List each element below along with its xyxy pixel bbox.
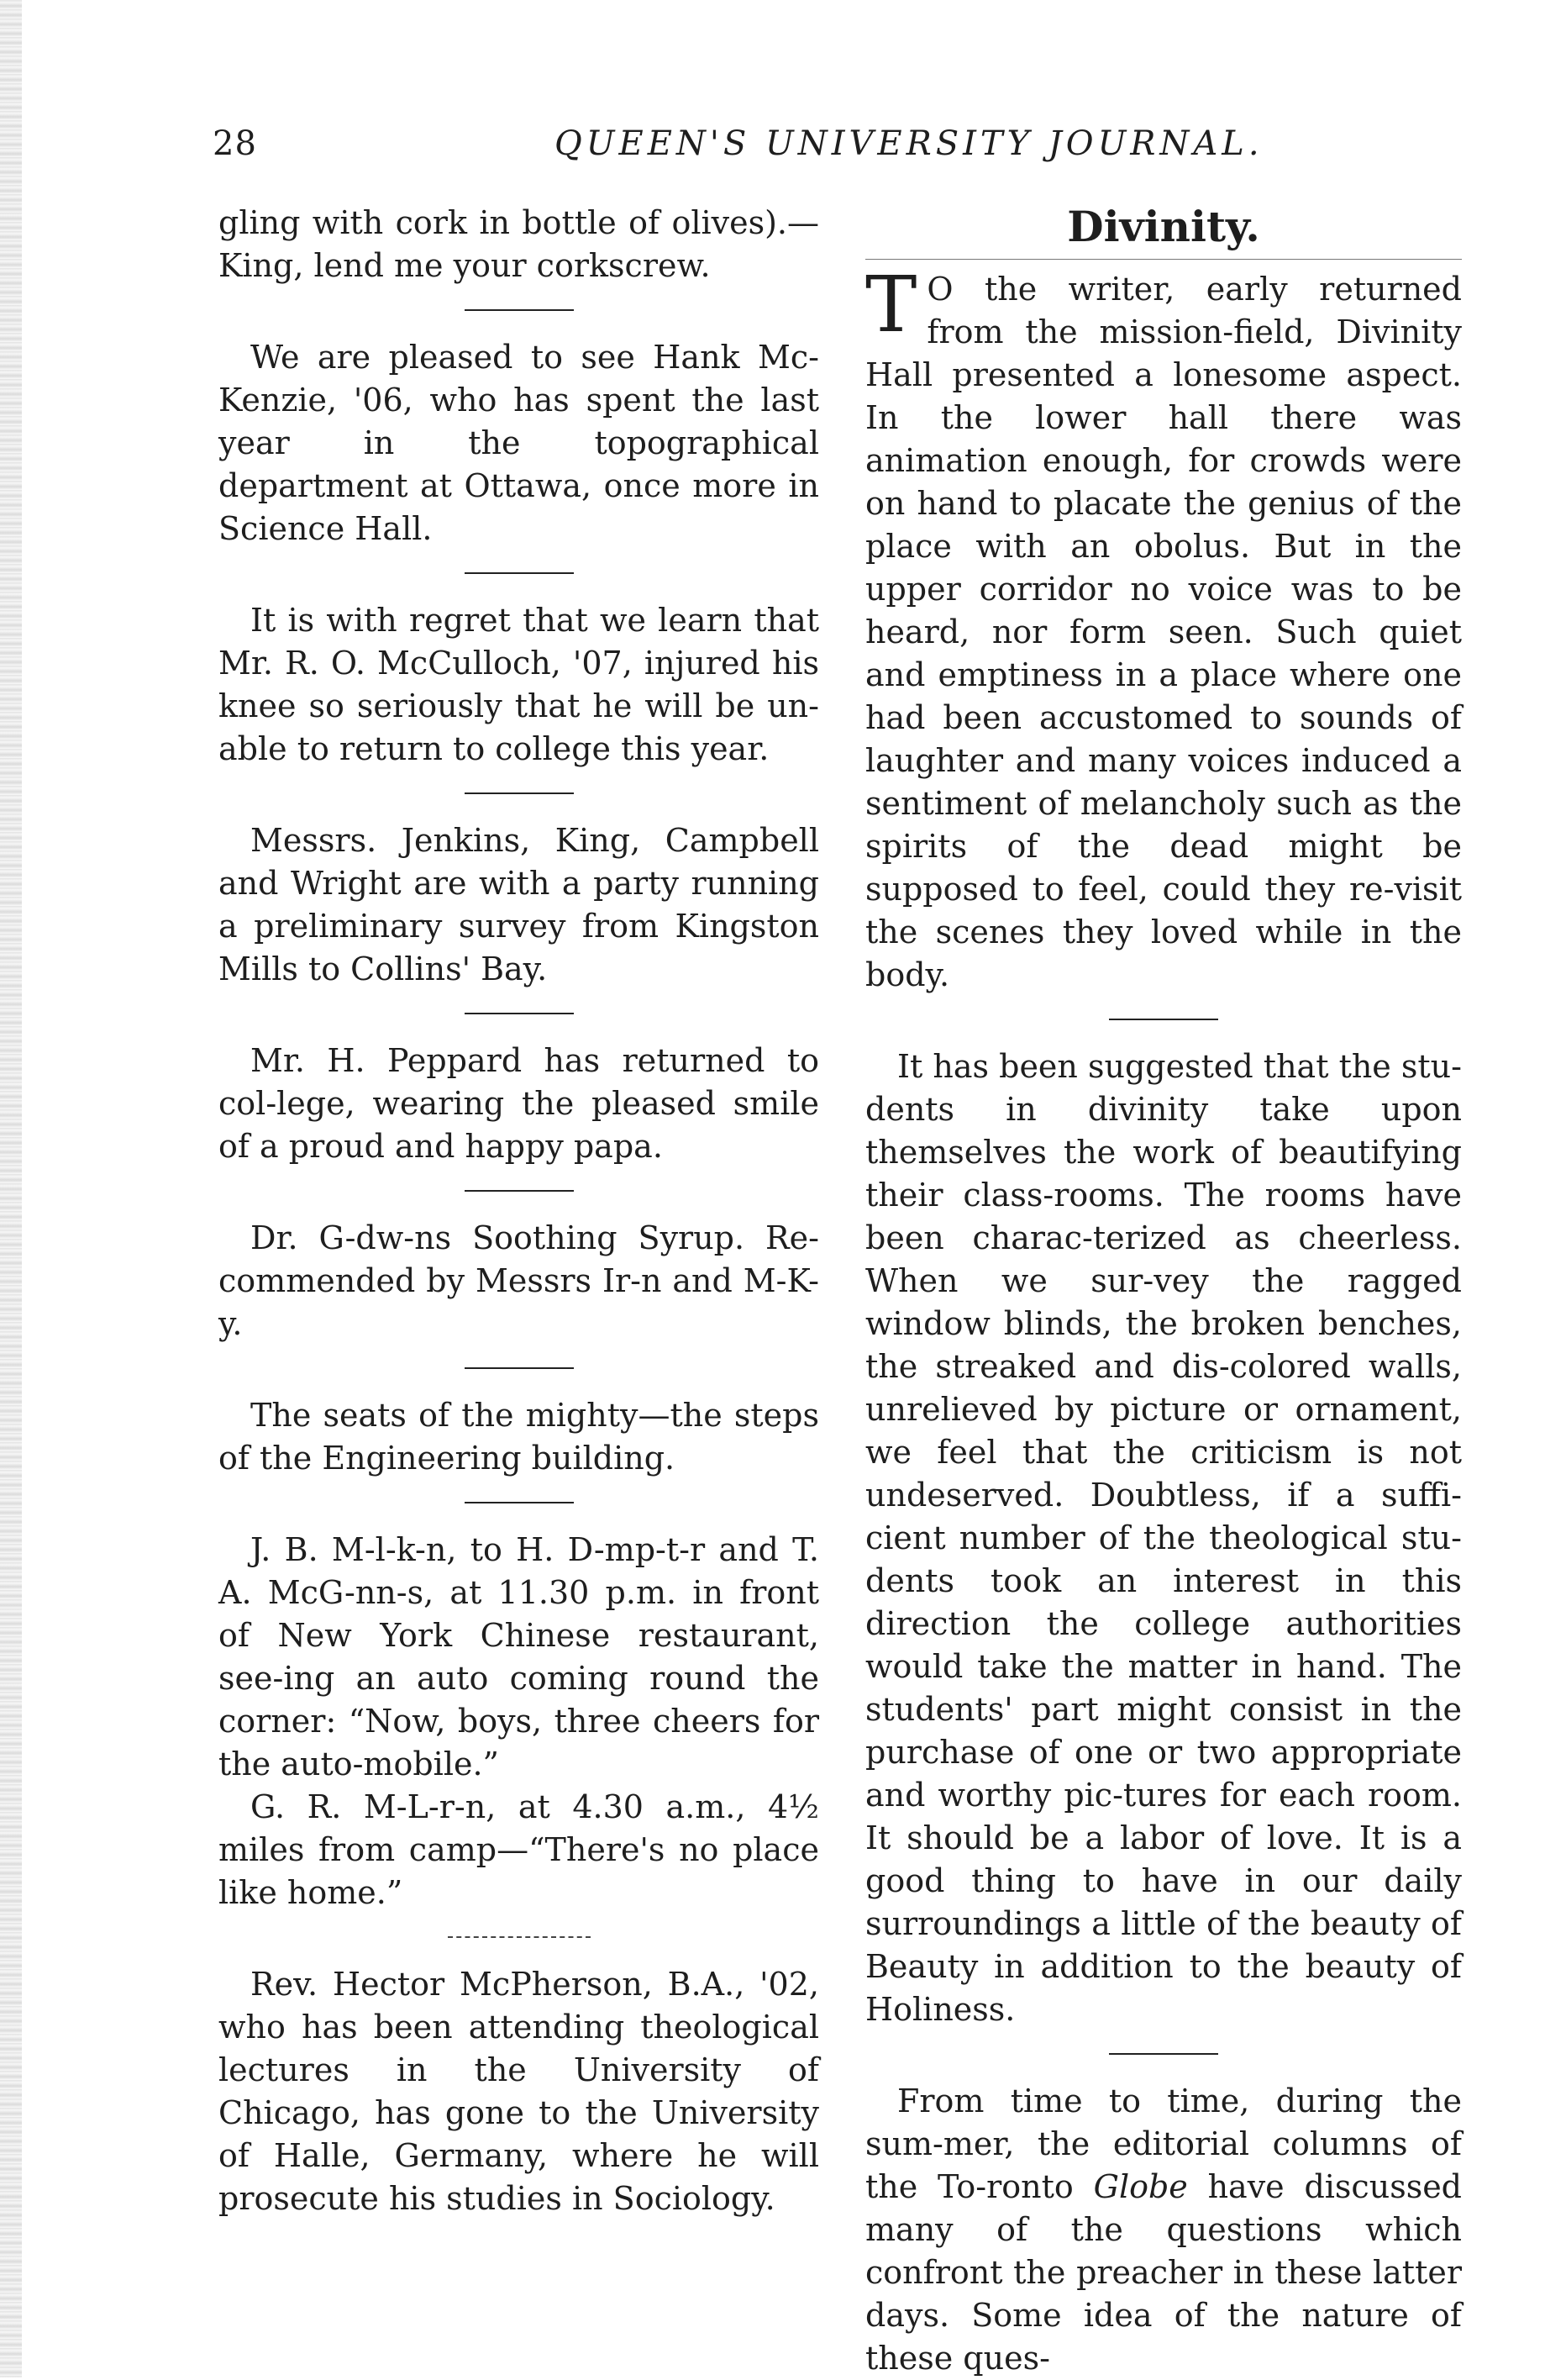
item-divider: [465, 1013, 574, 1014]
item-divider: [1109, 1019, 1218, 1020]
news-item: It is with regret that we learn that Mr. R. O. McCulloch, '07, injured his knee so seriously that he will be un-able to return to college this year.: [218, 602, 819, 767]
news-item: J. B. M-l-k-n, to H. D-mp-t-r and T. A. McG-nn-s, at 11.30 p.m. in front of New York Chinese restaurant, see-ing an auto coming round the corner: “Now, boys, three cheers for the auto-mobile.”: [218, 1531, 819, 1782]
right-column: [865, 202, 1462, 2380]
item-divider: [465, 792, 574, 794]
article-paragraph: It has been suggested that the stu-dents in divinity take upon themselves the work of beautifying their class-rooms. The rooms have been charac-terized as cheerless. When we sur-vey the ragged window blinds, the broken benches, the streaked and dis-colored walls, unrelieved by picture or ornament, we feel that the criticism is not undeserved. Doubtless, if a suffi-cient number of the theological stu-dents took an interest in this direction the college authorities would take the matter in hand. The students' part might consist in the purchase of one or two appropriate and worthy pic-tures for each room. It should be a labor of love. It is a good thing to have in our daily surroundings a little of the beauty of Beauty in addition to the beauty of Holiness.: [865, 1048, 1462, 2028]
item-divider: [448, 1936, 591, 1938]
page-number: 28: [213, 124, 257, 163]
item-divider: [465, 1502, 574, 1503]
news-item: Dr. G-dw-ns Soothing Syrup. Re-commended by Messrs Ir-n and M-K-y.: [218, 1219, 819, 1342]
title-rule: [865, 259, 1462, 260]
news-item: Messrs. Jenkins, King, Campbell and Wright are with a party running a preliminary survey from Kingston Mills to Collins' Bay.: [218, 822, 819, 987]
item-divider: [465, 1367, 574, 1369]
article-text: have discussed many of the questions which confront the preacher in these latter days. Some idea of the nature of these ques-: [865, 2168, 1463, 2377]
news-item: Mr. H. Peppard has returned to col-lege, wearing the pleased smile of a proud and happy papa.: [218, 1042, 819, 1165]
section-title-divinity: Divinity.: [1067, 202, 1260, 251]
news-item-continued: gling with cork in bottle of olives).— King, lend me your corkscrew.: [218, 204, 819, 284]
running-head-title: QUEEN'S UNIVERSITY JOURNAL.: [554, 124, 1264, 163]
news-item: The seats of the mighty—the steps of the Engineering building.: [218, 1397, 819, 1477]
article-paragraph: [865, 2080, 1462, 2380]
news-item: G. R. M-L-r-n, at 4.30 a.m., 4½ miles from camp—“There's no place like home.”: [218, 1788, 819, 1911]
drop-cap: T: [865, 260, 917, 350]
article-paragraph: [865, 260, 1462, 997]
item-divider: [465, 1190, 574, 1192]
article-paragraph-text: O the writer, early returned from the mission-field, Divinity Hall presented a lonesome aspect. In the lower hall there was animation enough, for crowds were on hand to placate the genius of the place with an obolus. But in the upper corridor no voice was to be heard, nor form seen. Such quiet and emptiness in a place where one had been accustomed to sounds of laughter and many voices induced a sentiment of melancholy such as the spirits of the dead might be supposed to feel, could they re-visit the scenes they loved while in the body.: [865, 271, 1462, 993]
news-item: Rev. Hector McPherson, B.A., '02, who has been attending theological lectures in the University of Chicago, has gone to the University of Halle, Germany, where he will prosecute his studies in Sociology.: [218, 1966, 819, 2217]
left-column: [218, 202, 819, 2220]
item-divider: [465, 572, 574, 574]
news-item: We are pleased to see Hank Mc-Kenzie, '06, who has spent the last year in the topographical department at Ottawa, once more in Science Hall.: [218, 339, 819, 547]
item-divider: [1109, 2053, 1218, 2055]
item-divider: [465, 309, 574, 311]
page-edge-shadow: [0, 0, 22, 2377]
newspaper-name: Globe: [1093, 2168, 1188, 2205]
article-text: From time to time, during the sum-mer, the editorial columns of the To-ronto: [865, 2082, 1462, 2205]
